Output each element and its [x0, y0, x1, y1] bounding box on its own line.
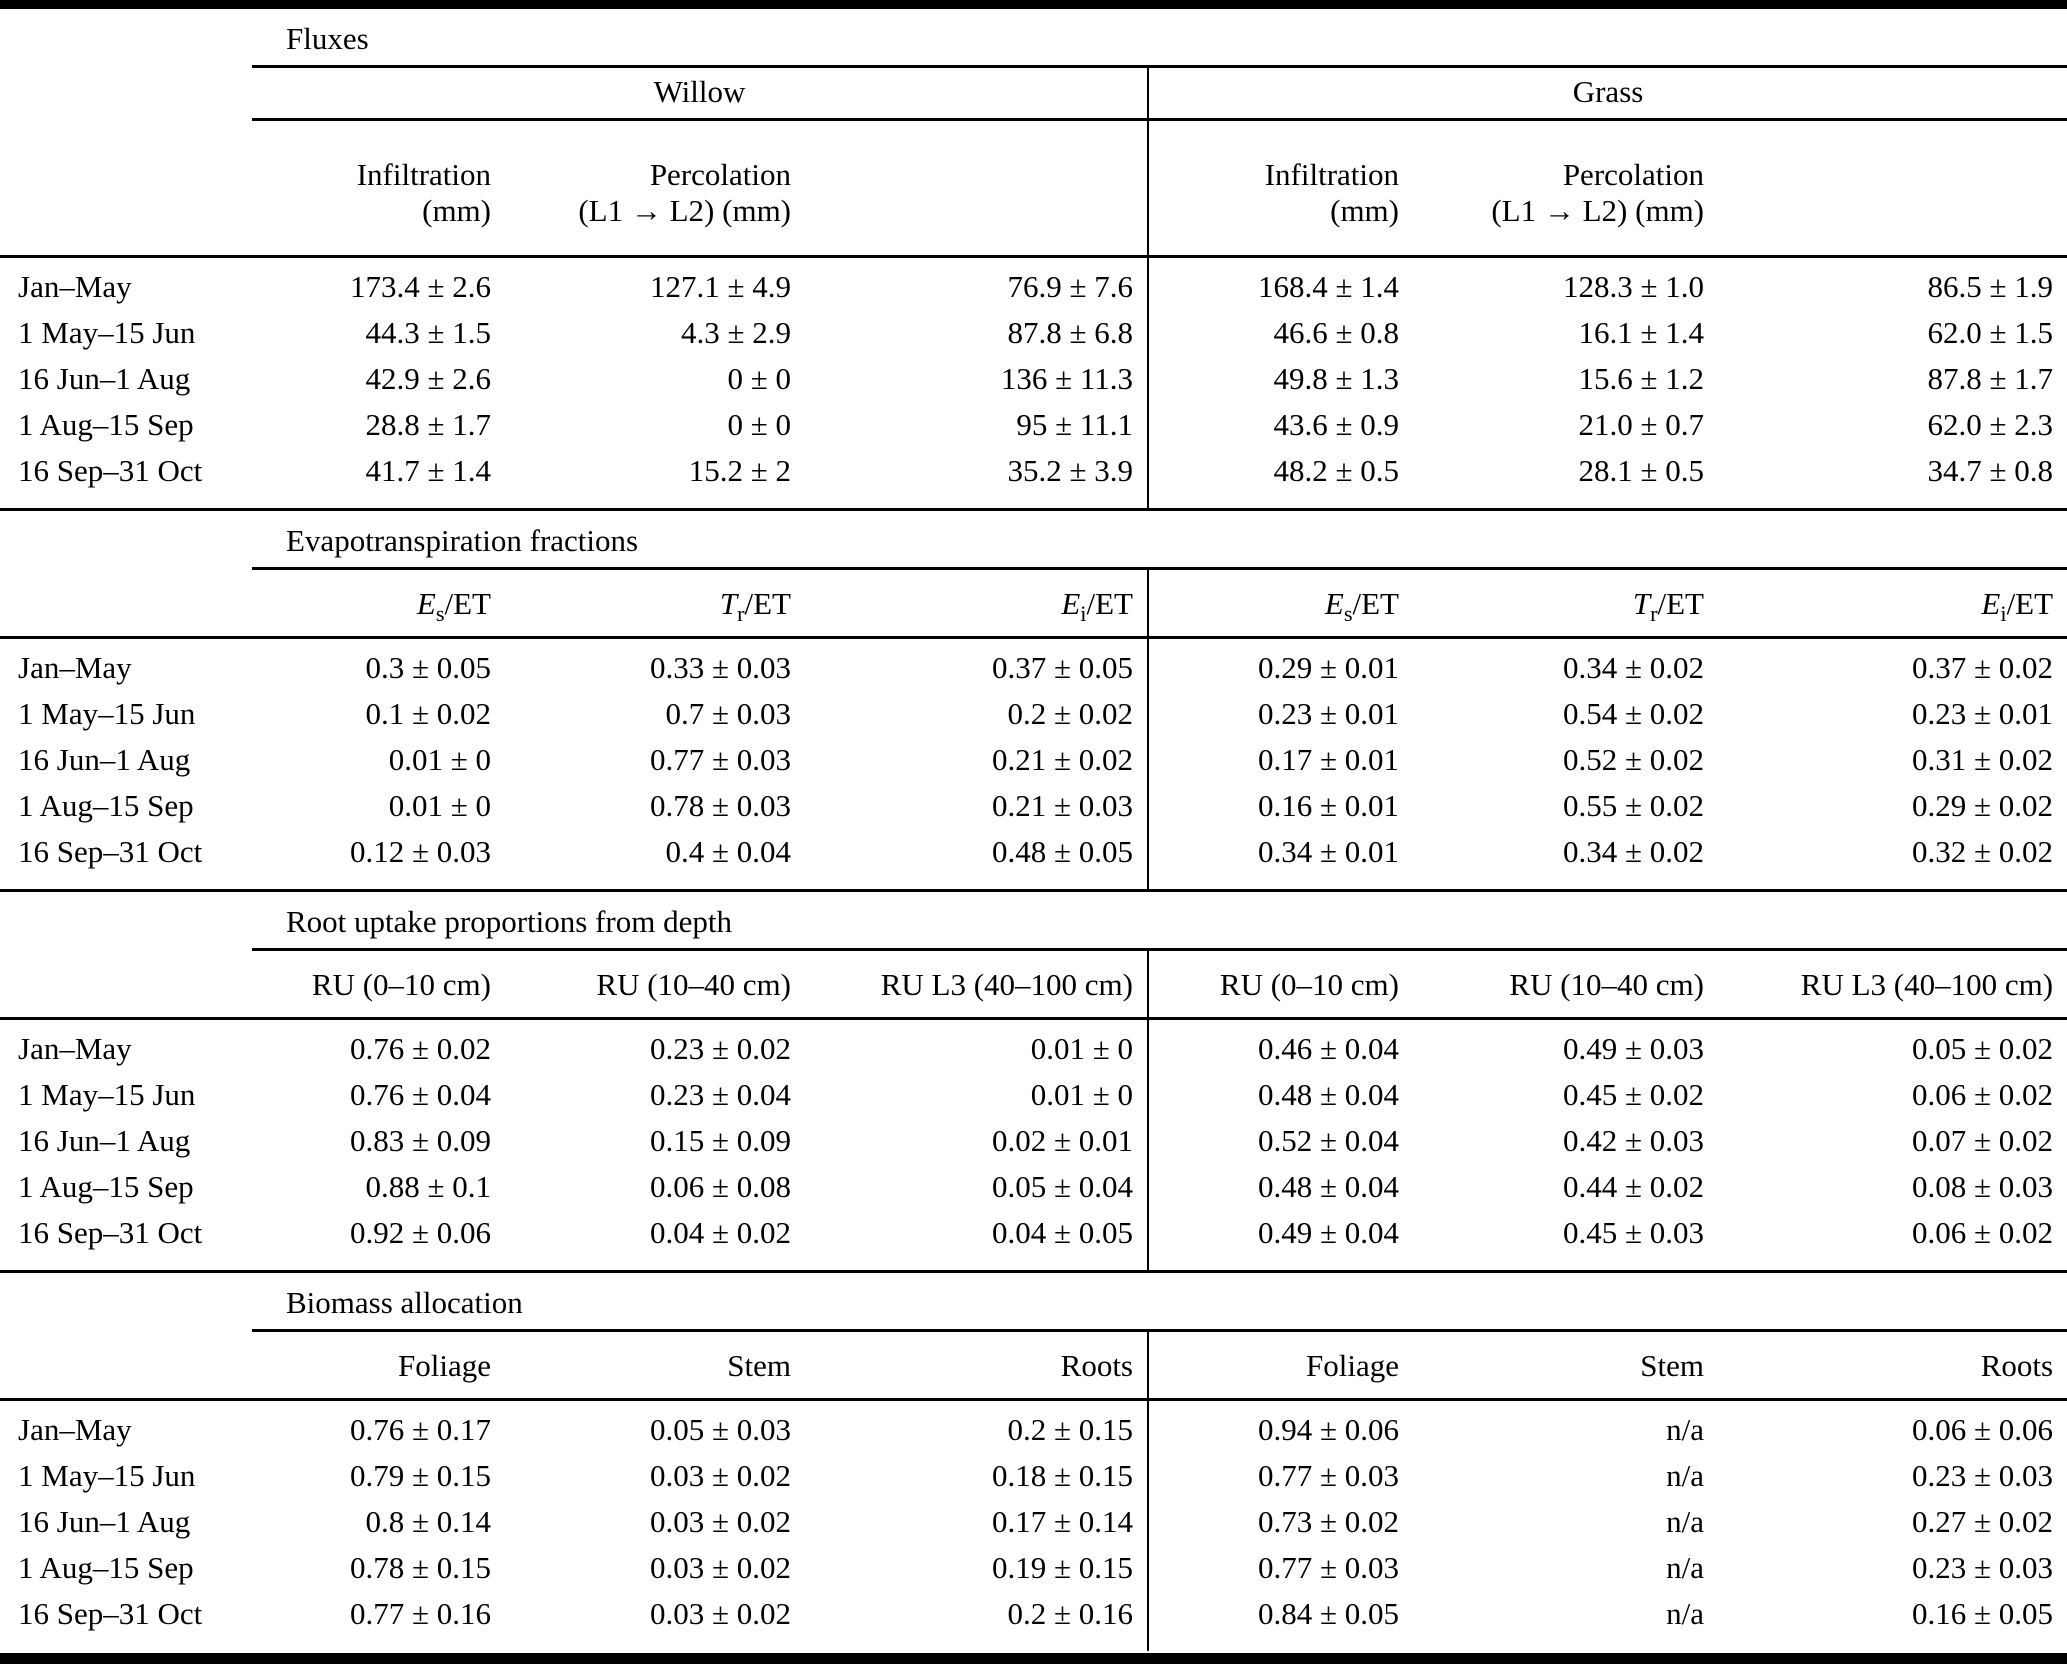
table-row: [0, 1400, 2067, 1454]
table-row: [0, 638, 2067, 692]
column-header: Foliage: [252, 1331, 505, 1400]
value-cell: 46.6 ± 0.8: [1273, 315, 1399, 350]
value-cell: 0.37 ± 0.05: [805, 638, 1148, 692]
value-cell: 0.92 ± 0.06: [349, 1215, 491, 1250]
period-label: 16 Sep–31 Oct: [18, 834, 203, 869]
table-row: [0, 691, 2067, 737]
column-header: RU (10–40 cm): [1413, 950, 1718, 1019]
table-row: [0, 783, 2067, 829]
period-label: Jan–May: [18, 1031, 132, 1066]
value-cell: 95 ± 11.1: [805, 402, 1148, 448]
column-header-spacer: [0, 1331, 252, 1400]
value-cell: 62.0 ± 2.3: [1927, 407, 2054, 442]
value-cell: 0.54 ± 0.02: [1562, 696, 1704, 731]
group-header-spacer: [0, 67, 252, 120]
period-label: 1 Aug–15 Sep: [18, 407, 194, 442]
value-cell: 0.07 ± 0.02: [1912, 1123, 2054, 1158]
section-label-spacer: [0, 891, 252, 950]
column-header: $T_r/ET$: [1413, 569, 1718, 638]
value-cell: 0.06 ± 0.02: [1912, 1215, 2054, 1250]
value-cell: 0.29 ± 0.01: [1257, 650, 1399, 685]
value-cell: 0.23 ± 0.01: [1912, 696, 2054, 731]
value-cell: 0.01 ± 0: [805, 1019, 1148, 1073]
value-cell: 0.01 ± 0: [388, 788, 491, 823]
value-cell: 0.76 ± 0.04: [349, 1077, 491, 1112]
column-header-row: [0, 950, 2067, 1019]
column-header: Percolation (L1 → L2) (mm): [1413, 120, 1718, 257]
value-cell: 15.2 ± 2: [688, 453, 791, 488]
value-cell: 0.02 ± 0.01: [805, 1118, 1148, 1164]
value-cell: 0.49 ± 0.03: [1562, 1031, 1704, 1066]
value-cell: 0.03 ± 0.02: [649, 1504, 791, 1539]
value-cell: 87.8 ± 6.8: [805, 310, 1148, 356]
value-cell: 0.29 ± 0.02: [1912, 788, 2054, 823]
value-cell: 0.76 ± 0.17: [349, 1412, 491, 1447]
period-label: 16 Sep–31 Oct: [18, 453, 203, 488]
table-row: [0, 1118, 2067, 1164]
period-label: Jan–May: [18, 650, 132, 685]
section-label-text: Fluxes: [286, 21, 369, 56]
results-table-body: [0, 5, 2067, 1652]
period-label: 16 Jun–1 Aug: [18, 742, 191, 777]
value-cell: 0.7 ± 0.03: [665, 696, 791, 731]
section-label-row: [0, 891, 2067, 950]
column-header: [1718, 120, 2067, 257]
value-cell: 0.18 ± 0.15: [805, 1453, 1148, 1499]
section-label-spacer: [0, 1272, 252, 1331]
column-header-row: [0, 1331, 2067, 1400]
value-cell: 28.8 ± 1.7: [365, 407, 491, 442]
value-cell: 0.77 ± 0.03: [649, 742, 791, 777]
value-cell: 0.27 ± 0.02: [1912, 1504, 2054, 1539]
table-row: [0, 1499, 2067, 1545]
value-cell: 0.23 ± 0.03: [1912, 1550, 2054, 1585]
value-cell: 0.19 ± 0.15: [805, 1545, 1148, 1591]
table-row: [0, 1545, 2067, 1591]
value-cell: 76.9 ± 7.6: [805, 257, 1148, 311]
value-cell: 0.34 ± 0.01: [1257, 834, 1399, 869]
value-cell: 173.4 ± 2.6: [349, 269, 491, 304]
column-header: $T_r/ET$: [505, 569, 805, 638]
value-cell: 0.42 ± 0.03: [1562, 1123, 1704, 1158]
column-header: $E_s/ET$: [1148, 569, 1413, 638]
value-cell: 0.05 ± 0.04: [805, 1164, 1148, 1210]
column-header: $E_i/ET$: [805, 569, 1148, 638]
value-cell: 0.01 ± 0: [805, 1072, 1148, 1118]
value-cell: 0.23 ± 0.02: [649, 1031, 791, 1066]
table-row: [0, 1164, 2067, 1210]
value-cell: 16.1 ± 1.4: [1578, 315, 1704, 350]
value-cell: 0.04 ± 0.05: [805, 1210, 1148, 1272]
value-cell: 128.3 ± 1.0: [1562, 269, 1704, 304]
section-label: [252, 1272, 2067, 1331]
column-header: Roots: [1718, 1331, 2067, 1400]
column-header: RU L3 (40–100 cm): [805, 950, 1148, 1019]
value-cell: 136 ± 11.3: [805, 356, 1148, 402]
section-label-row: [0, 1272, 2067, 1331]
column-header: RU (10–40 cm): [505, 950, 805, 1019]
section-label-text: Root uptake proportions from depth: [286, 904, 732, 939]
column-header: Percolation (L1 → L2) (mm): [505, 120, 805, 257]
value-cell: 0.15 ± 0.09: [649, 1123, 791, 1158]
column-header-spacer: [0, 120, 252, 257]
value-cell: 62.0 ± 1.5: [1927, 315, 2054, 350]
column-header-spacer: [0, 950, 252, 1019]
value-cell: 0.21 ± 0.03: [805, 783, 1148, 829]
table-row: [0, 1591, 2067, 1651]
value-cell: 0.05 ± 0.03: [649, 1412, 791, 1447]
value-cell: 0.52 ± 0.04: [1257, 1123, 1399, 1158]
value-cell: n/a: [1666, 1458, 1704, 1493]
section-label-row: [0, 510, 2067, 569]
period-label: 16 Jun–1 Aug: [18, 1123, 191, 1158]
period-label: 1 May–15 Jun: [18, 1077, 196, 1112]
column-header: Infiltration (mm): [1148, 120, 1413, 257]
value-cell: 0.78 ± 0.15: [349, 1550, 491, 1585]
period-label: 1 Aug–15 Sep: [18, 788, 194, 823]
value-cell: 0.23 ± 0.03: [1912, 1458, 2054, 1493]
period-label: 16 Sep–31 Oct: [18, 1596, 203, 1631]
section-label: [252, 510, 2067, 569]
value-cell: 0.2 ± 0.16: [805, 1591, 1148, 1651]
value-cell: 0.33 ± 0.03: [649, 650, 791, 685]
value-cell: n/a: [1666, 1504, 1704, 1539]
value-cell: 0.21 ± 0.02: [805, 737, 1148, 783]
value-cell: 0.48 ± 0.04: [1257, 1169, 1399, 1204]
group-header-grass: Grass: [1148, 67, 2067, 120]
period-label: 1 May–15 Jun: [18, 315, 196, 350]
value-cell: 0.55 ± 0.02: [1562, 788, 1704, 823]
value-cell: 0.2 ± 0.02: [805, 691, 1148, 737]
column-header: Stem: [505, 1331, 805, 1400]
value-cell: 0.52 ± 0.02: [1562, 742, 1704, 777]
value-cell: n/a: [1666, 1412, 1704, 1447]
period-label: Jan–May: [18, 269, 132, 304]
section-label: [252, 891, 2067, 950]
value-cell: 0.94 ± 0.06: [1257, 1412, 1399, 1447]
value-cell: 0.83 ± 0.09: [349, 1123, 491, 1158]
value-cell: 0.46 ± 0.04: [1257, 1031, 1399, 1066]
value-cell: 0.12 ± 0.03: [349, 834, 491, 869]
value-cell: 0.37 ± 0.02: [1912, 650, 2054, 685]
column-header: $E_s/ET$: [252, 569, 505, 638]
value-cell: 0.77 ± 0.03: [1257, 1550, 1399, 1585]
value-cell: 0.01 ± 0: [388, 742, 491, 777]
value-cell: 0.05 ± 0.02: [1912, 1031, 2054, 1066]
table-row: [0, 356, 2067, 402]
value-cell: 0.84 ± 0.05: [1257, 1596, 1399, 1631]
value-cell: 0.23 ± 0.01: [1257, 696, 1399, 731]
value-cell: 0.03 ± 0.02: [649, 1458, 791, 1493]
table-row: [0, 448, 2067, 510]
column-header: Infiltration (mm): [252, 120, 505, 257]
value-cell: 0.06 ± 0.06: [1912, 1412, 2054, 1447]
value-cell: 0.48 ± 0.04: [1257, 1077, 1399, 1112]
table-row: [0, 257, 2067, 311]
period-label: 1 Aug–15 Sep: [18, 1550, 194, 1585]
value-cell: 0.17 ± 0.14: [805, 1499, 1148, 1545]
value-cell: 44.3 ± 1.5: [365, 315, 491, 350]
value-cell: 0.76 ± 0.02: [349, 1031, 491, 1066]
table-row: [0, 1453, 2067, 1499]
value-cell: 0.04 ± 0.02: [649, 1215, 791, 1250]
column-header: [805, 120, 1148, 257]
value-cell: 0.03 ± 0.02: [649, 1550, 791, 1585]
table-row: [0, 1019, 2067, 1073]
value-cell: 0 ± 0: [727, 361, 791, 396]
period-label: 1 May–15 Jun: [18, 696, 196, 731]
section-label-text: Evapotranspiration fractions: [286, 523, 639, 558]
period-label: 16 Jun–1 Aug: [18, 1504, 191, 1539]
table-row: [0, 310, 2067, 356]
value-cell: 49.8 ± 1.3: [1273, 361, 1399, 396]
value-cell: 0.16 ± 0.05: [1912, 1596, 2054, 1631]
value-cell: 15.6 ± 1.2: [1578, 361, 1704, 396]
value-cell: 0.45 ± 0.02: [1562, 1077, 1704, 1112]
value-cell: 0.2 ± 0.15: [805, 1400, 1148, 1454]
value-cell: 127.1 ± 4.9: [649, 269, 791, 304]
value-cell: 0.32 ± 0.02: [1912, 834, 2054, 869]
column-header: $E_i/ET$: [1718, 569, 2067, 638]
value-cell: 0.88 ± 0.1: [365, 1169, 491, 1204]
section-label-text: Biomass allocation: [286, 1285, 523, 1320]
value-cell: 0.44 ± 0.02: [1562, 1169, 1704, 1204]
section-label-spacer: [0, 510, 252, 569]
value-cell: 43.6 ± 0.9: [1273, 407, 1399, 442]
period-label: 1 Aug–15 Sep: [18, 1169, 194, 1204]
value-cell: 4.3 ± 2.9: [680, 315, 791, 350]
table-row: [0, 737, 2067, 783]
value-cell: n/a: [1666, 1596, 1704, 1631]
value-cell: 0.3 ± 0.05: [365, 650, 491, 685]
section-label-row: [0, 5, 2067, 67]
table-row: [0, 1072, 2067, 1118]
value-cell: 35.2 ± 3.9: [805, 448, 1148, 510]
column-header: RU (0–10 cm): [1148, 950, 1413, 1019]
value-cell: 0.77 ± 0.16: [349, 1596, 491, 1631]
value-cell: 34.7 ± 0.8: [1927, 453, 2054, 488]
section-label-spacer: [0, 5, 252, 67]
period-label: Jan–May: [18, 1412, 132, 1447]
value-cell: 0.03 ± 0.02: [649, 1596, 791, 1631]
value-cell: 0.4 ± 0.04: [665, 834, 791, 869]
value-cell: 48.2 ± 0.5: [1273, 453, 1399, 488]
table-row: [0, 402, 2067, 448]
value-cell: 87.8 ± 1.7: [1927, 361, 2054, 396]
period-label: 16 Jun–1 Aug: [18, 361, 191, 396]
column-header-row: [0, 569, 2067, 638]
column-header: Foliage: [1148, 1331, 1413, 1400]
value-cell: 28.1 ± 0.5: [1578, 453, 1704, 488]
value-cell: 0.79 ± 0.15: [349, 1458, 491, 1493]
value-cell: 86.5 ± 1.9: [1927, 269, 2054, 304]
column-header: Stem: [1413, 1331, 1718, 1400]
value-cell: 0.06 ± 0.08: [649, 1169, 791, 1204]
value-cell: 0.23 ± 0.04: [649, 1077, 791, 1112]
value-cell: 0.73 ± 0.02: [1257, 1504, 1399, 1539]
value-cell: 0 ± 0: [727, 407, 791, 442]
column-header-spacer: [0, 569, 252, 638]
column-header: RU L3 (40–100 cm): [1718, 950, 2067, 1019]
value-cell: 0.48 ± 0.05: [805, 829, 1148, 891]
value-cell: 0.8 ± 0.14: [365, 1504, 491, 1539]
value-cell: 0.34 ± 0.02: [1562, 834, 1704, 869]
value-cell: 0.06 ± 0.02: [1912, 1077, 2054, 1112]
group-header-row: [0, 67, 2067, 120]
value-cell: 0.16 ± 0.01: [1257, 788, 1399, 823]
value-cell: 168.4 ± 1.4: [1257, 269, 1399, 304]
column-header: Roots: [805, 1331, 1148, 1400]
period-label: 16 Sep–31 Oct: [18, 1215, 203, 1250]
value-cell: 41.7 ± 1.4: [365, 453, 491, 488]
table-row: [0, 1210, 2067, 1272]
section-label: [252, 5, 2067, 67]
value-cell: 0.34 ± 0.02: [1562, 650, 1704, 685]
value-cell: 0.78 ± 0.03: [649, 788, 791, 823]
value-cell: 0.49 ± 0.04: [1257, 1215, 1399, 1250]
column-header-row: [0, 120, 2067, 257]
value-cell: n/a: [1666, 1550, 1704, 1585]
column-header: RU (0–10 cm): [252, 950, 505, 1019]
table-row: [0, 829, 2067, 891]
value-cell: 0.17 ± 0.01: [1257, 742, 1399, 777]
value-cell: 0.77 ± 0.03: [1257, 1458, 1399, 1493]
value-cell: 42.9 ± 2.6: [365, 361, 491, 396]
value-cell: 0.08 ± 0.03: [1912, 1169, 2054, 1204]
value-cell: 21.0 ± 0.7: [1578, 407, 1704, 442]
value-cell: 0.31 ± 0.02: [1912, 742, 2054, 777]
value-cell: 0.1 ± 0.02: [365, 696, 491, 731]
group-header-willow: Willow: [252, 67, 1148, 120]
value-cell: 0.45 ± 0.03: [1562, 1215, 1704, 1250]
period-label: 1 May–15 Jun: [18, 1458, 196, 1493]
